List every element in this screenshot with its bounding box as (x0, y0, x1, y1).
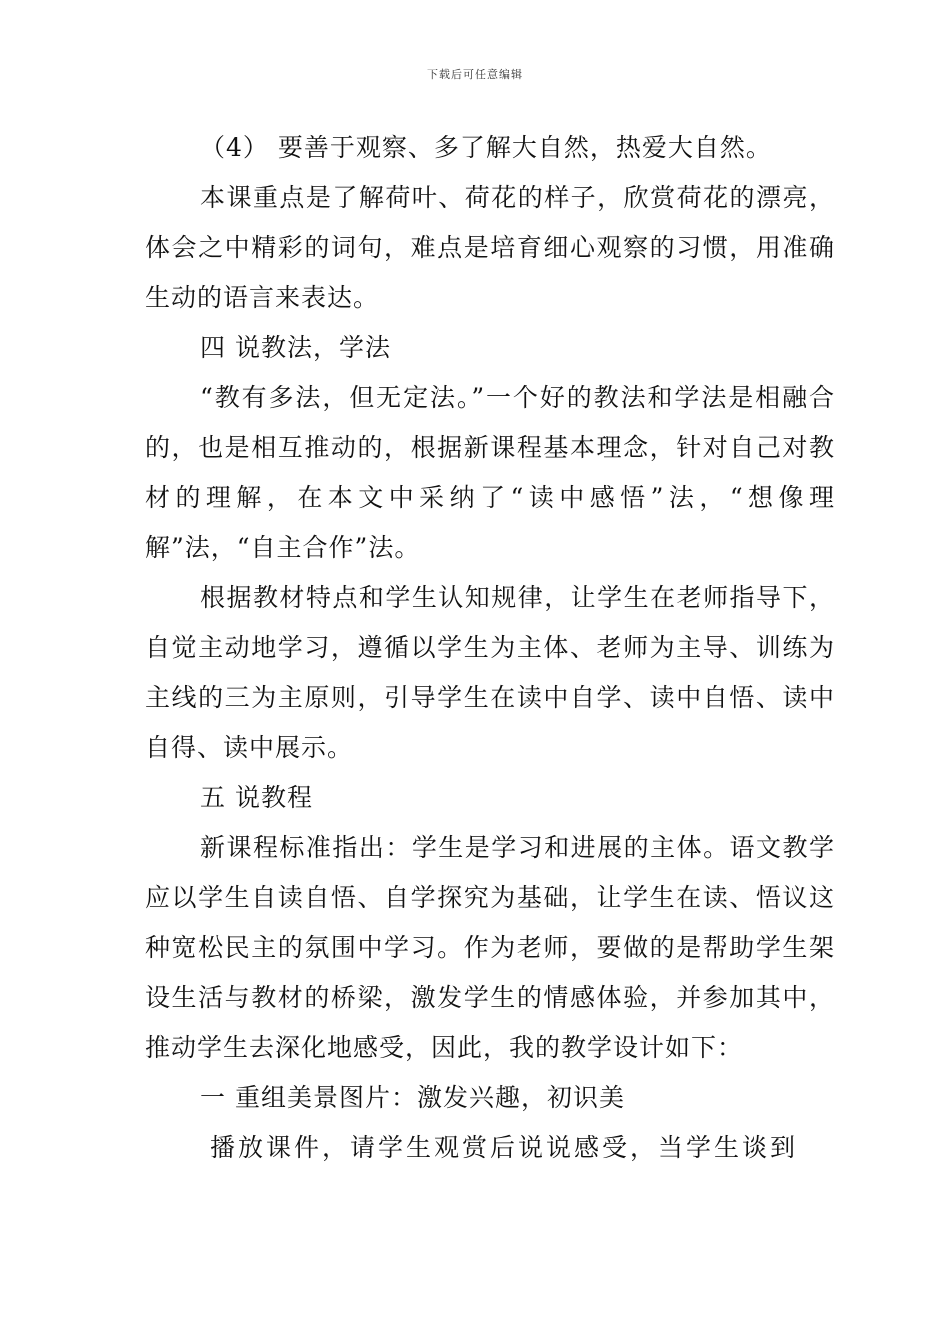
document-body (145, 123, 835, 1173)
subsection-heading-images: 一 重组美景图片：激发兴趣，初识美 (200, 1083, 625, 1112)
header-note: 下载后可任意编辑 (427, 68, 523, 81)
section-heading-teaching-methods: 四 说教法，学法 (200, 333, 391, 362)
paragraph-play-courseware: 播放课件，请学生观赏后说说感受，当学生谈到 (210, 1133, 799, 1162)
paragraph-curriculum-standard: 新课程标准指出：学生是学习和进展的主体。语文教学应以学生自读自悟、自学探究为基础，让学生在读、悟议这种宽松民主的氛围中学习。作为老师，要做的是帮助学生架设生活与教材的桥梁，激发学生的情感体验，并参加其中，推动学生去深化地感受，因此，我的教学设计如下： (145, 833, 835, 1062)
section-heading-teaching-process: 五 说教程 (200, 783, 313, 812)
paragraph-point-4: （4） 要善于观察、多了解大自然，热爱大自然。 (200, 133, 772, 162)
paragraph-key-points: 本课重点是了解荷叶、荷花的样子，欣赏荷花的漂亮，体会之中精彩的词句，难点是培育细心观察的习惯，用准确生动的语言来表达。 (145, 183, 835, 312)
paragraph-learning-principles: 根据教材特点和学生认知规律，让学生在老师指导下，自觉主动地学习，遵循以学生为主体、老师为主导、训练为主线的三为主原则，引导学生在读中自学、读中自悟、读中自得、读中展示。 (145, 583, 835, 762)
paragraph-teaching-methods: “教有多法，但无定法。”一个好的教法和学法是相融合的，也是相互推动的，根据新课程基本理念，针对自己对教材的理解，在本文中采纳了“读中感悟”法，“想像理解”法，“自主合作”法。 (145, 383, 835, 562)
